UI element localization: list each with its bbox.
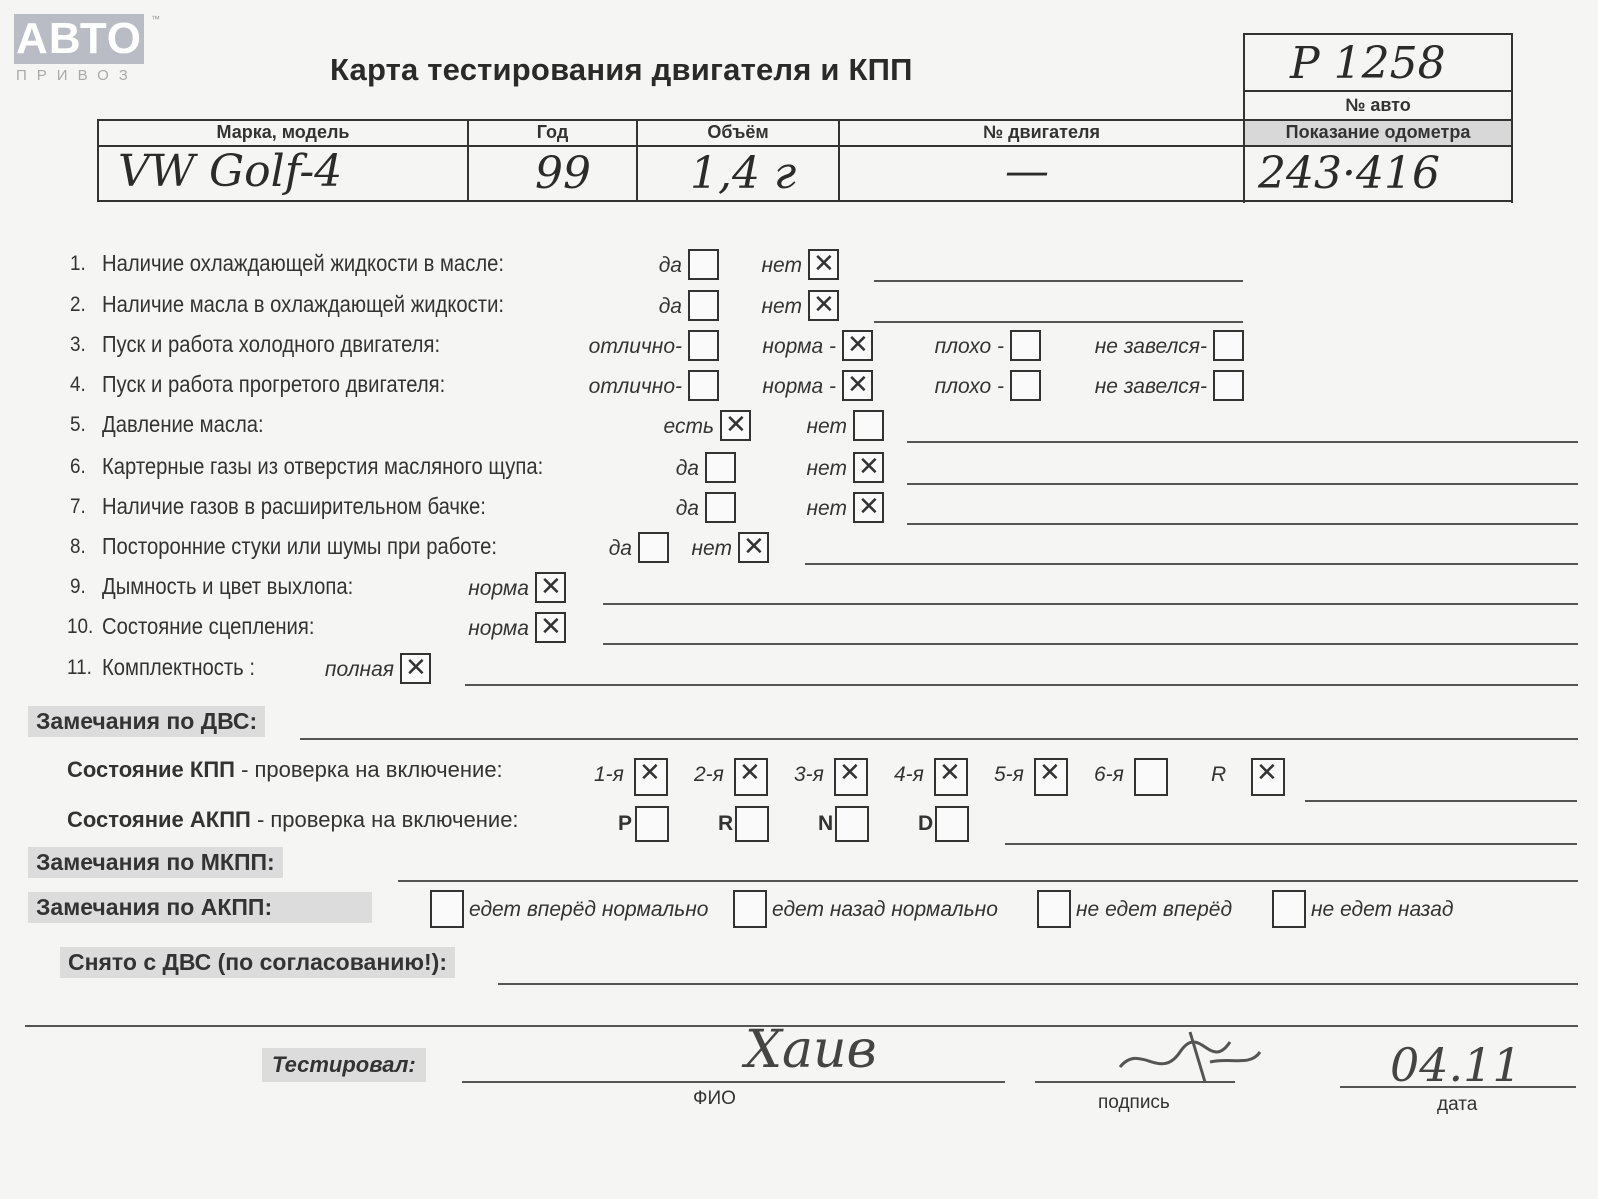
option-checkbox[interactable] [738, 532, 769, 563]
auto-remark-label: не едет назад [1311, 898, 1454, 921]
gear-checkbox[interactable] [1034, 758, 1068, 796]
option-checkbox[interactable] [853, 452, 884, 483]
engine-remarks-label: Замечания по ДВС: [28, 706, 265, 737]
date-label: дата [1437, 1094, 1478, 1115]
option-label: не завелся- [1094, 335, 1207, 358]
option-label: да [658, 295, 682, 318]
auto-gearbox-title [67, 807, 519, 833]
option-label: норма [468, 577, 529, 600]
gear-checkbox[interactable] [834, 758, 868, 796]
option-checkbox[interactable] [688, 249, 719, 280]
item-number: 2. [70, 293, 86, 316]
auto-remark-checkbox[interactable] [1272, 890, 1306, 928]
auto-remark-label: не едет вперёд [1076, 898, 1233, 921]
option-label: нет [761, 295, 802, 318]
engine-no-value: — [1005, 146, 1049, 197]
gear-label: 4-я [894, 763, 924, 786]
item-notes-line[interactable] [465, 684, 1578, 686]
item-number: 5. [70, 413, 86, 436]
item-number: 6. [70, 455, 86, 478]
item-question: Пуск и работа холодного двигателя: [102, 331, 441, 357]
item-question: Наличие газов в расширительном бачке: [102, 493, 486, 519]
company-logo [14, 14, 160, 84]
option-label: есть [663, 415, 714, 438]
auto-remark-label: едет назад нормально [772, 898, 998, 921]
volume-label: Объём [707, 122, 769, 142]
item-number: 1. [70, 252, 86, 275]
item-question: Комплектность : [102, 654, 255, 680]
odometer-label: Показание одометра [1285, 122, 1471, 142]
item-notes-line[interactable] [874, 280, 1243, 282]
gear-label: R [1211, 763, 1227, 786]
item-number: 3. [70, 333, 86, 356]
item-question: Давление масла: [102, 411, 264, 437]
gear-label: 3-я [794, 763, 824, 786]
option-label: нет [691, 537, 732, 560]
logo-tm: ™ [151, 14, 160, 24]
option-checkbox[interactable] [1213, 370, 1244, 401]
item-notes-line[interactable] [907, 523, 1578, 525]
auto-remark-checkbox[interactable] [733, 890, 767, 928]
item-question: Состояние сцепления: [102, 613, 315, 639]
manual-title-bold: Состояние КПП [67, 757, 235, 782]
option-label: отлично- [588, 375, 682, 398]
item-number: 4. [70, 373, 86, 396]
option-label: не завелся- [1094, 375, 1207, 398]
option-checkbox[interactable] [688, 290, 719, 321]
item-notes-line[interactable] [907, 441, 1578, 443]
item-number: 8. [70, 535, 86, 558]
manual-remarks-label: Замечания по МКПП: [28, 847, 283, 878]
signature-scribble [1110, 1022, 1270, 1092]
auto-remark-label: едет вперёд нормально [469, 898, 709, 921]
brand-label: Марка, модель [216, 122, 350, 142]
gear-checkbox[interactable] [1134, 758, 1168, 796]
removed-label: Снято с ДВС (по согласованию!): [60, 947, 455, 978]
manual-remarks-inline-line[interactable] [1305, 800, 1577, 802]
option-checkbox[interactable] [400, 653, 431, 684]
auto-remark-checkbox[interactable] [430, 890, 464, 928]
item-question: Наличие охлаждающей жидкости в масле: [102, 250, 505, 276]
item-number: 7. [70, 495, 86, 518]
brand-value: VW Golf-4 [118, 146, 343, 197]
auto-gear-checkbox[interactable] [935, 806, 969, 842]
option-label: да [675, 457, 699, 480]
removed-line[interactable] [498, 983, 1578, 985]
fio-value: Хаив [745, 1020, 877, 1080]
logo-subtitle: ПРИВОЗ [16, 67, 138, 84]
item-question: Наличие масла в охлаждающей жидкости: [102, 291, 505, 317]
option-label: полная [324, 658, 394, 681]
gear-checkbox[interactable] [934, 758, 968, 796]
item-question: Посторонние стуки или шумы при работе: [102, 533, 498, 559]
odometer-value: 243·416 [1258, 148, 1440, 199]
item-number: 9. [70, 575, 86, 598]
option-checkbox[interactable] [535, 572, 566, 603]
item-number: 10. [67, 615, 94, 638]
option-label: норма - [762, 375, 836, 398]
option-label: да [658, 254, 682, 277]
fio-line[interactable] [462, 1081, 1005, 1083]
auto-gear-checkbox[interactable] [835, 806, 869, 842]
item-notes-line[interactable] [805, 563, 1578, 565]
gear-checkbox[interactable] [1251, 758, 1285, 796]
year-label: Год [536, 122, 569, 142]
option-label: отлично- [588, 335, 682, 358]
option-label: да [675, 497, 699, 520]
car-no-divider [1243, 90, 1513, 92]
option-checkbox[interactable] [808, 249, 839, 280]
item-question: Пуск и работа прогретого двигателя: [102, 371, 446, 397]
engine-remarks-line[interactable] [300, 738, 1578, 740]
header-top-line [97, 119, 1513, 121]
option-label: нет [761, 254, 802, 277]
option-label: нет [806, 457, 847, 480]
item-notes-line[interactable] [907, 483, 1578, 485]
car-no-box-top [1243, 33, 1513, 35]
option-label: плохо - [934, 335, 1004, 358]
auto-gear-label: D [918, 812, 934, 835]
auto-remarks-inline-line[interactable] [1005, 843, 1577, 845]
option-label: плохо - [934, 375, 1004, 398]
page-title: Карта тестирования двигателя и КПП [330, 52, 913, 87]
logo-word: АВТО [14, 14, 144, 64]
option-checkbox[interactable] [808, 290, 839, 321]
gear-label: 5-я [994, 763, 1024, 786]
option-checkbox[interactable] [853, 410, 884, 441]
auto-gear-label: N [818, 812, 834, 835]
gear-checkbox[interactable] [634, 758, 668, 796]
option-checkbox[interactable] [1213, 330, 1244, 361]
auto-gear-label: P [618, 812, 633, 835]
item-notes-line[interactable] [874, 321, 1243, 323]
car-no-value: P 1258 [1290, 38, 1446, 89]
gear-label: 6-я [1094, 763, 1124, 786]
gear-checkbox[interactable] [734, 758, 768, 796]
date-value: 04.11 [1390, 1038, 1522, 1092]
item-notes-line[interactable] [603, 643, 1578, 645]
gear-label: 1-я [594, 763, 624, 786]
auto-gear-checkbox[interactable] [735, 806, 769, 842]
item-notes-line[interactable] [603, 603, 1578, 605]
gear-label: 2-я [694, 763, 724, 786]
option-checkbox[interactable] [535, 612, 566, 643]
option-label: норма [468, 617, 529, 640]
year-value: 99 [535, 148, 591, 199]
engine-no-label: № двигателя [983, 122, 1100, 142]
volume-value: 1,4 г [690, 148, 797, 199]
item-number: 11. [67, 656, 92, 679]
header-vline-5 [1511, 119, 1513, 202]
auto-title-bold: Состояние АКПП [67, 807, 251, 832]
option-label: нет [806, 497, 847, 520]
option-checkbox[interactable] [853, 492, 884, 523]
manual-remarks-line[interactable] [398, 880, 1578, 882]
option-label: да [608, 537, 632, 560]
auto-title-rest: - проверка на включение: [250, 807, 519, 832]
header-bottom-line [97, 200, 1513, 202]
auto-remark-checkbox[interactable] [1037, 890, 1071, 928]
item-question: Дымность и цвет выхлопа: [102, 573, 354, 599]
option-label: норма - [762, 335, 836, 358]
item-question: Картерные газы из отверстия масляного щупа: [102, 453, 544, 479]
auto-gear-label: R [718, 812, 734, 835]
auto-gear-checkbox[interactable] [635, 806, 669, 842]
fio-label: ФИО [693, 1088, 736, 1109]
manual-title-rest: - проверка на включение: [234, 757, 503, 782]
option-label: нет [806, 415, 847, 438]
manual-gearbox-title [67, 757, 503, 783]
car-no-label: № авто [1345, 95, 1411, 115]
auto-remarks-label: Замечания по АКПП: [28, 892, 372, 923]
tester-label: Тестировал: [262, 1048, 426, 1082]
sign-label: подпись [1098, 1092, 1170, 1113]
